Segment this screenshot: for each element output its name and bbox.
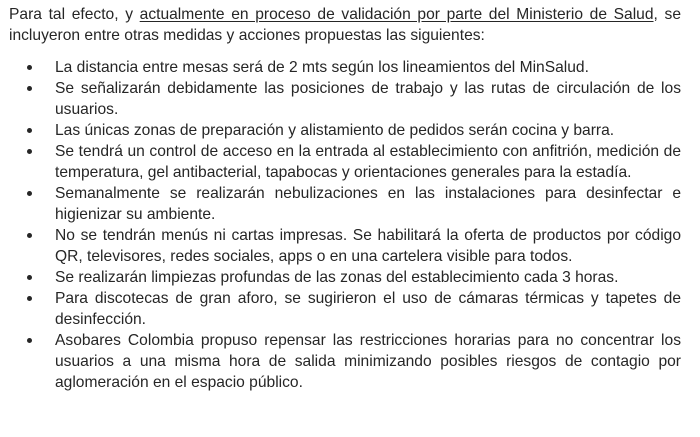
- list-item: [9, 141, 681, 183]
- list-item-text: Se realizarán limpiezas profundas de las zonas del establecimiento cada 3 horas.: [55, 269, 619, 286]
- bullet-icon: [27, 65, 32, 70]
- bullet-icon: [27, 191, 32, 196]
- intro-underlined-text: actualmente en proceso de validación por parte del Ministerio de Salud: [139, 6, 654, 23]
- list-item: [9, 330, 681, 393]
- list-item-text: No se tendrán menús ni cartas impresas. Se habilitará la oferta de productos por código QR, televisores, redes sociales, apps o en una cartelera visible para todos.: [55, 227, 681, 265]
- bullet-icon: [27, 86, 32, 91]
- intro-text-before: Para tal efecto, y: [9, 6, 140, 23]
- list-item: [9, 57, 681, 78]
- list-item: [9, 183, 681, 225]
- document-body: [9, 4, 681, 393]
- bullet-icon: [27, 128, 32, 133]
- bullet-icon: [27, 296, 32, 301]
- list-item: [9, 267, 681, 288]
- list-item: [9, 288, 681, 330]
- list-item: [9, 78, 681, 120]
- list-item-text: Semanalmente se realizarán nebulizaciones en las instalaciones para desinfectar e higienizar su ambiente.: [55, 185, 681, 223]
- list-item-text: Las únicas zonas de preparación y alistamiento de pedidos serán cocina y barra.: [55, 122, 615, 139]
- list-item-text: Se tendrá un control de acceso en la entrada al establecimiento con anfitrión, medición de temperatura, gel antibacterial, tapabocas y orientaciones generales para la estadía.: [55, 143, 681, 181]
- list-item-text: Para discotecas de gran aforo, se sugirieron el uso de cámaras térmicas y tapetes de desinfección.: [55, 290, 681, 328]
- bullet-icon: [27, 149, 32, 154]
- intro-paragraph: [9, 4, 681, 46]
- bullet-icon: [27, 233, 32, 238]
- measures-list: [9, 57, 681, 393]
- list-item-text: La distancia entre mesas será de 2 mts según los lineamientos del MinSalud.: [55, 59, 589, 76]
- list-item: [9, 225, 681, 267]
- list-item-text: Asobares Colombia propuso repensar las restricciones horarias para no concentrar los usuarios a una misma hora de salida minimizando posibles riesgos de contagio por aglomeración en el espacio público.: [55, 332, 681, 391]
- intro-text-after: , se incluyeron entre otras medidas y acciones propuestas las siguientes:: [9, 6, 681, 44]
- list-item-text: Se señalizarán debidamente las posiciones de trabajo y las rutas de circulación de los usuarios.: [55, 80, 681, 118]
- list-item: [9, 120, 681, 141]
- bullet-icon: [27, 338, 32, 343]
- bullet-icon: [27, 275, 32, 280]
